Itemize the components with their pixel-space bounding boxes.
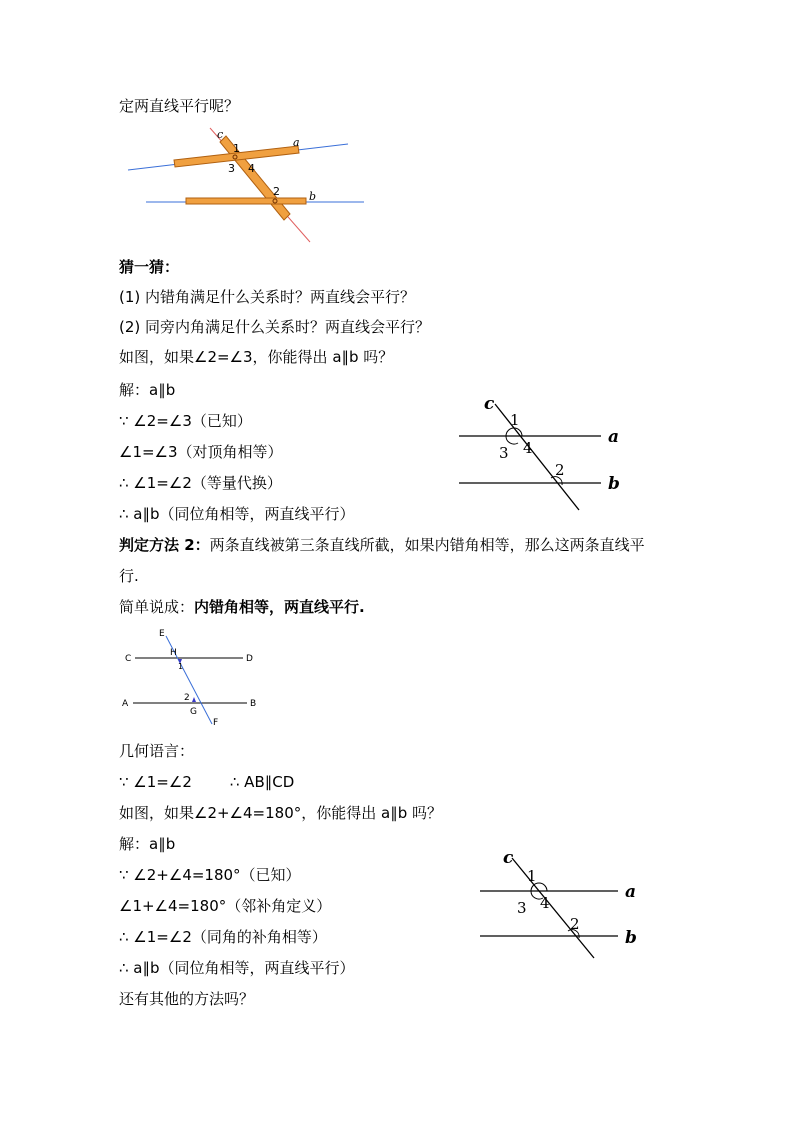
label-b: b: [608, 474, 620, 494]
label-G: G: [190, 707, 197, 717]
label-3: 3: [228, 162, 235, 175]
method-label: 判定方法 2：: [119, 536, 210, 554]
label-2: 2: [184, 693, 190, 703]
step-1c: ∴ ∠1=∠2（等量代换）: [119, 474, 282, 492]
label-b: b: [625, 928, 637, 948]
label-H: H: [170, 648, 177, 658]
step-1a: ∵ ∠2=∠3（已知）: [119, 412, 252, 430]
label-2: 2: [273, 185, 280, 198]
simple-prefix: 简单说成：: [119, 598, 195, 616]
solution-2: 解：a∥b: [119, 835, 176, 853]
label-a: a: [293, 136, 300, 149]
problem-2: 如图，如果∠2+∠4=180°，你能得出 a∥b 吗？: [119, 804, 442, 822]
label-c: c: [503, 848, 514, 868]
geo-language-title: 几何语言：: [119, 742, 195, 760]
parallel-diagram-2: [474, 846, 646, 964]
label-1: 1: [233, 142, 240, 155]
step-2a: ∵ ∠2+∠4=180°（已知）: [119, 866, 301, 884]
step-2c: ∴ ∠1=∠2（同角的补角相等）: [119, 928, 327, 946]
stick-b: [186, 198, 306, 204]
solution-1: 解：a∥b: [119, 381, 176, 399]
abcd-diagram: [119, 624, 261, 730]
method-cont: 行.: [119, 567, 139, 585]
label-D: D: [246, 654, 253, 664]
geo-conclusion: ∴ AB∥CD: [229, 773, 295, 791]
geo-given: ∵ ∠1=∠2: [119, 773, 192, 791]
parallel-diagram-1: [455, 392, 627, 518]
angle-arc-4: [506, 436, 518, 444]
simple-statement: [119, 597, 365, 617]
label-a: a: [625, 882, 637, 902]
sticks-figure: [124, 122, 372, 246]
label-2: 2: [555, 461, 565, 479]
step-1b: ∠1=∠3（对顶角相等）: [119, 443, 283, 461]
label-3: 3: [517, 899, 527, 917]
step-1d: ∴ a∥b（同位角相等，两直线平行）: [119, 505, 355, 523]
angle-2-mark: [192, 697, 196, 702]
question-1: (1) 内错角满足什么关系时？两直线会平行？: [119, 288, 416, 306]
intro-line: 定两直线平行呢？: [119, 97, 240, 115]
label-1: 1: [510, 411, 520, 429]
step-2b: ∠1+∠4=180°（邻补角定义）: [119, 897, 332, 915]
problem-1: 如图，如果∠2=∠3，你能得出 a∥b 吗？: [119, 348, 394, 366]
label-B: B: [250, 699, 257, 709]
question-2: (2) 同旁内角满足什么关系时？两直线会平行？: [119, 318, 431, 336]
label-E: E: [159, 629, 165, 639]
guess-title: 猜一猜：: [119, 258, 180, 276]
label-A: A: [122, 699, 129, 709]
label-4: 4: [523, 439, 533, 457]
label-F: F: [213, 718, 219, 728]
label-4: 4: [540, 894, 550, 912]
label-2: 2: [570, 915, 580, 933]
geo-statement: [119, 772, 294, 792]
label-c: c: [484, 394, 495, 414]
label-3: 3: [499, 444, 509, 462]
label-1: 1: [178, 662, 184, 671]
label-4: 4: [248, 162, 255, 175]
label-b: b: [309, 190, 317, 203]
label-1: 1: [527, 867, 537, 885]
label-C: C: [125, 654, 132, 664]
label-c: c: [217, 128, 224, 141]
label-a: a: [608, 427, 620, 447]
method-2-line: [119, 535, 645, 555]
method-text: 两条直线被第三条直线所截，如果内错角相等，那么这两条直线平: [209, 536, 645, 554]
step-2d: ∴ a∥b（同位角相等，两直线平行）: [119, 959, 355, 977]
simple-bold: 内错角相等，两直线平行.: [194, 598, 365, 616]
other-methods-question: 还有其他的方法吗？: [119, 990, 255, 1008]
